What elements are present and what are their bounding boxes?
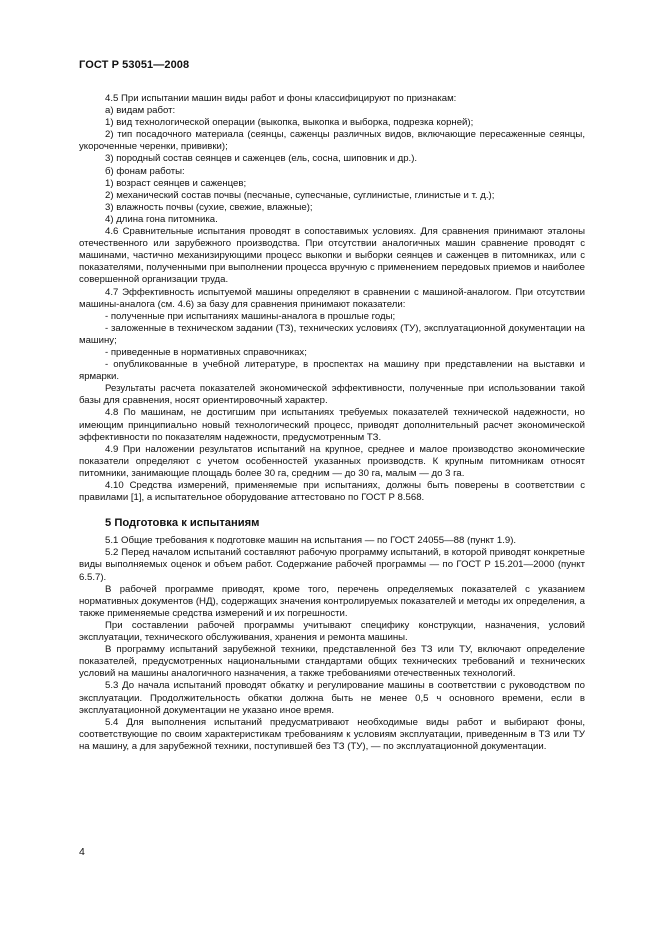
clause-4-5-b3: 3) влажность почвы (сухие, свежие, влажные);	[105, 201, 313, 213]
clause-4-5-b2: 2) механический состав почвы (песчаные, супесчаные, суглинистые, глинистые и т. д.);	[105, 189, 495, 201]
clause-4-7-item-2: - заложенные в техническом задании (ТЗ), технических условиях (ТУ), эксплуатационной документации на машину;	[79, 322, 585, 346]
clause-5-4: 5.4 Для выполнения испытаний предусматривают необходимые виды работ и выбирают фоны, соответствующие по своим характеристикам требованиям к условиям эксплуатации, приведенным в ТЗ или ТУ на машину, а для зарубежной техники, поступившей без ТЗ (ТУ), — по эксплуатационной документации.	[79, 716, 585, 752]
clause-5-2-b: В рабочей программе приводят, кроме того, перечень определяемых показателей с указанием нормативных документов (НД), содержащих значения контролируемых показателей и методы их определения, а также применяемые средства измерений и их погрешности.	[79, 583, 585, 619]
clause-4-5-a: а) видам работ:	[105, 105, 176, 117]
clause-4-5-a1: 1) вид технологической операции (выкопка, выкопка и выборка, подрезка корней);	[105, 117, 474, 129]
clause-5-2-d: В программу испытаний зарубежной техники, представленной без ТЗ или ТУ, включают определение показателей, предусмотренных национальными стандартами общих технических требований и технических условий на машины аналогичного назначения, а также требованиями отечественных технологий.	[79, 644, 585, 680]
clause-4-5: 4.5 При испытании машин виды работ и фоны классифицируют по признакам:	[105, 93, 457, 104]
clause-4-5-b: б) фонам работы:	[105, 165, 185, 177]
clause-4-5-a2: 2) тип посадочного материала (сеянцы, саженцы различных видов, включающие пересаженные сеянцы, укороченные черенки, прививки);	[79, 129, 585, 153]
clause-5-1: 5.1 Общие требования к подготовке машин на испытания — по ГОСТ 24055—88 (пункт 1.9).	[105, 535, 517, 547]
clause-4-7-item-4: - опубликованные в учебной литературе, в проспектах на машину при представлении на выставки и ярмарки.	[79, 359, 585, 383]
clause-4-8: 4.8 По машинам, не достигшим при испытаниях требуемых показателей технической надежности, но имеющим принципиально новый технологический процесс, приводят дополнительный расчет экономической эффективности по показателям надежности, предусмотренным ТЗ.	[79, 407, 585, 443]
clause-4-5-a3: 3) породный состав сеянцев и саженцев (ель, сосна, шиповник и др.).	[105, 153, 418, 165]
clause-4-10: 4.10 Средства измерений, применяемые при испытаниях, должны быть поверены в соответствии с правилами [1], а испытательное оборудование аттестовано по ГОСТ Р 8.568.	[79, 480, 585, 504]
clause-4-7-item-3: - приведенные в нормативных справочниках;	[105, 346, 307, 358]
clause-4-6: 4.6 Сравнительные испытания проводят в сопоставимых условиях. Для сравнения принимают эталоны отечественного или зарубежного производства. При отсутствии аналогичных машин сравнение проводят с машинами, частично механизирующими процесс выкопки и выборки сеянцев и саженцев в питомниках, или с показателями, полученными при выполнении процесса вручную с применением передовых приемов и наиболее совершенной организации труда.	[79, 226, 585, 286]
clause-4-9: 4.9 При наложении результатов испытаний на крупное, среднее и малое производство экономические показатели определяют с учетом особенностей указанных производств. К крупным питомникам относят питомники, занимающие площадь более 30 га, средним — до 30 га, малым — до 3 га.	[79, 443, 585, 479]
document-code-header: ГОСТ Р 53051—2008	[79, 59, 190, 71]
clause-4-7-item-1: - полученные при испытаниях машины-аналога в прошлые годы;	[105, 310, 396, 322]
clause-4-7: 4.7 Эффективность испытуемой машины определяют в сравнении с машиной-аналогом. При отсутствии машины-аналога (см. 4.6) за базу для сравнения принимают показатели:	[79, 286, 585, 310]
page-number: 4	[79, 846, 85, 858]
section-5-title: 5 Подготовка к испытаниям	[105, 517, 260, 530]
clause-4-5-b1: 1) возраст сеянцев и саженцев;	[105, 177, 247, 189]
document-body	[79, 93, 585, 753]
clause-5-3: 5.3 До начала испытаний проводят обкатку и регулирование машины в соответствии с руководством по эксплуатации. Продолжительность обкатки должна быть не менее 0,5 ч основного времени, если в эксплуатационной документации не указано иное время.	[79, 680, 585, 716]
clause-4-5-b4: 4) длина гона питомника.	[105, 213, 218, 225]
clause-5-2-c: При составлении рабочей программы учитывают специфику конструкции, назначения, условий эксплуатации, технического обслуживания, хранения и ремонта машины.	[79, 619, 585, 644]
clause-5-2: 5.2 Перед началом испытаний составляют рабочую программу испытаний, в которой приводят конкретные виды выполняемых оценок и объем работ. Содержание рабочей программы — по ГОСТ Р 15.201—2000 (пункт 6.5.7).	[79, 547, 585, 583]
clause-4-7-note: Результаты расчета показателей экономической эффективности, полученные при использовании такой базы для сравнения, носят ориентировочный характер.	[79, 383, 585, 407]
